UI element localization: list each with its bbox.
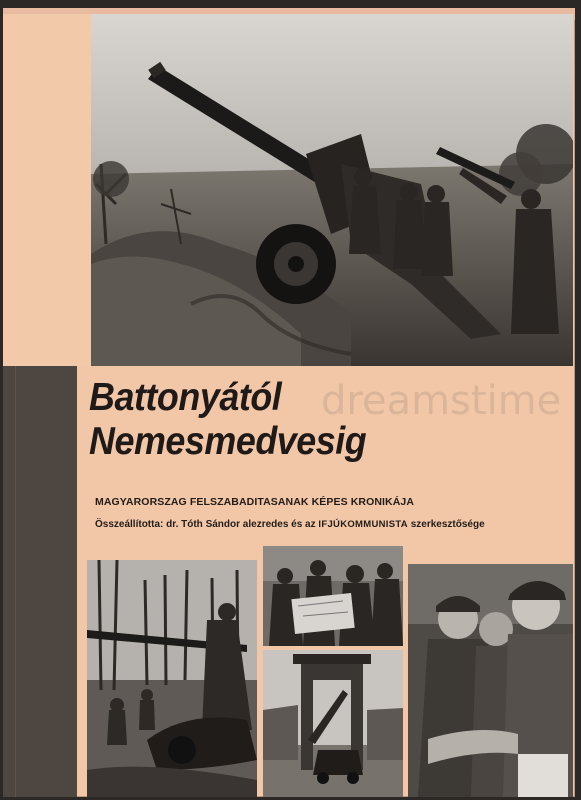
- left-color-band: [3, 14, 93, 366]
- photo-ruined-gate: [263, 650, 403, 797]
- photo-smiling-soldiers: [408, 564, 573, 797]
- title-line-2: Nemesmedvesig: [89, 420, 367, 463]
- photo-map-reading: [263, 546, 403, 646]
- title-line-1: Battonyától: [89, 376, 282, 419]
- photo-howitzer-crew: [91, 14, 573, 366]
- subtitle: MAGYARORSZAG FELSZABADITASANAK KÉPES KRONIKÁJA: [95, 496, 415, 508]
- credit-suffix: szerkesztősége: [410, 519, 485, 530]
- magazine-cover: [3, 8, 575, 797]
- left-dark-band: [3, 366, 77, 797]
- photo-field-gun-forest: [87, 560, 257, 797]
- credit-caps: IFJÚKOMMUNISTA: [318, 519, 408, 530]
- watermark: dreamstime: [321, 378, 562, 424]
- credit-line: [95, 519, 485, 530]
- credit-prefix: Összeállította: dr. Tóth Sándor alezredes és az: [95, 519, 316, 530]
